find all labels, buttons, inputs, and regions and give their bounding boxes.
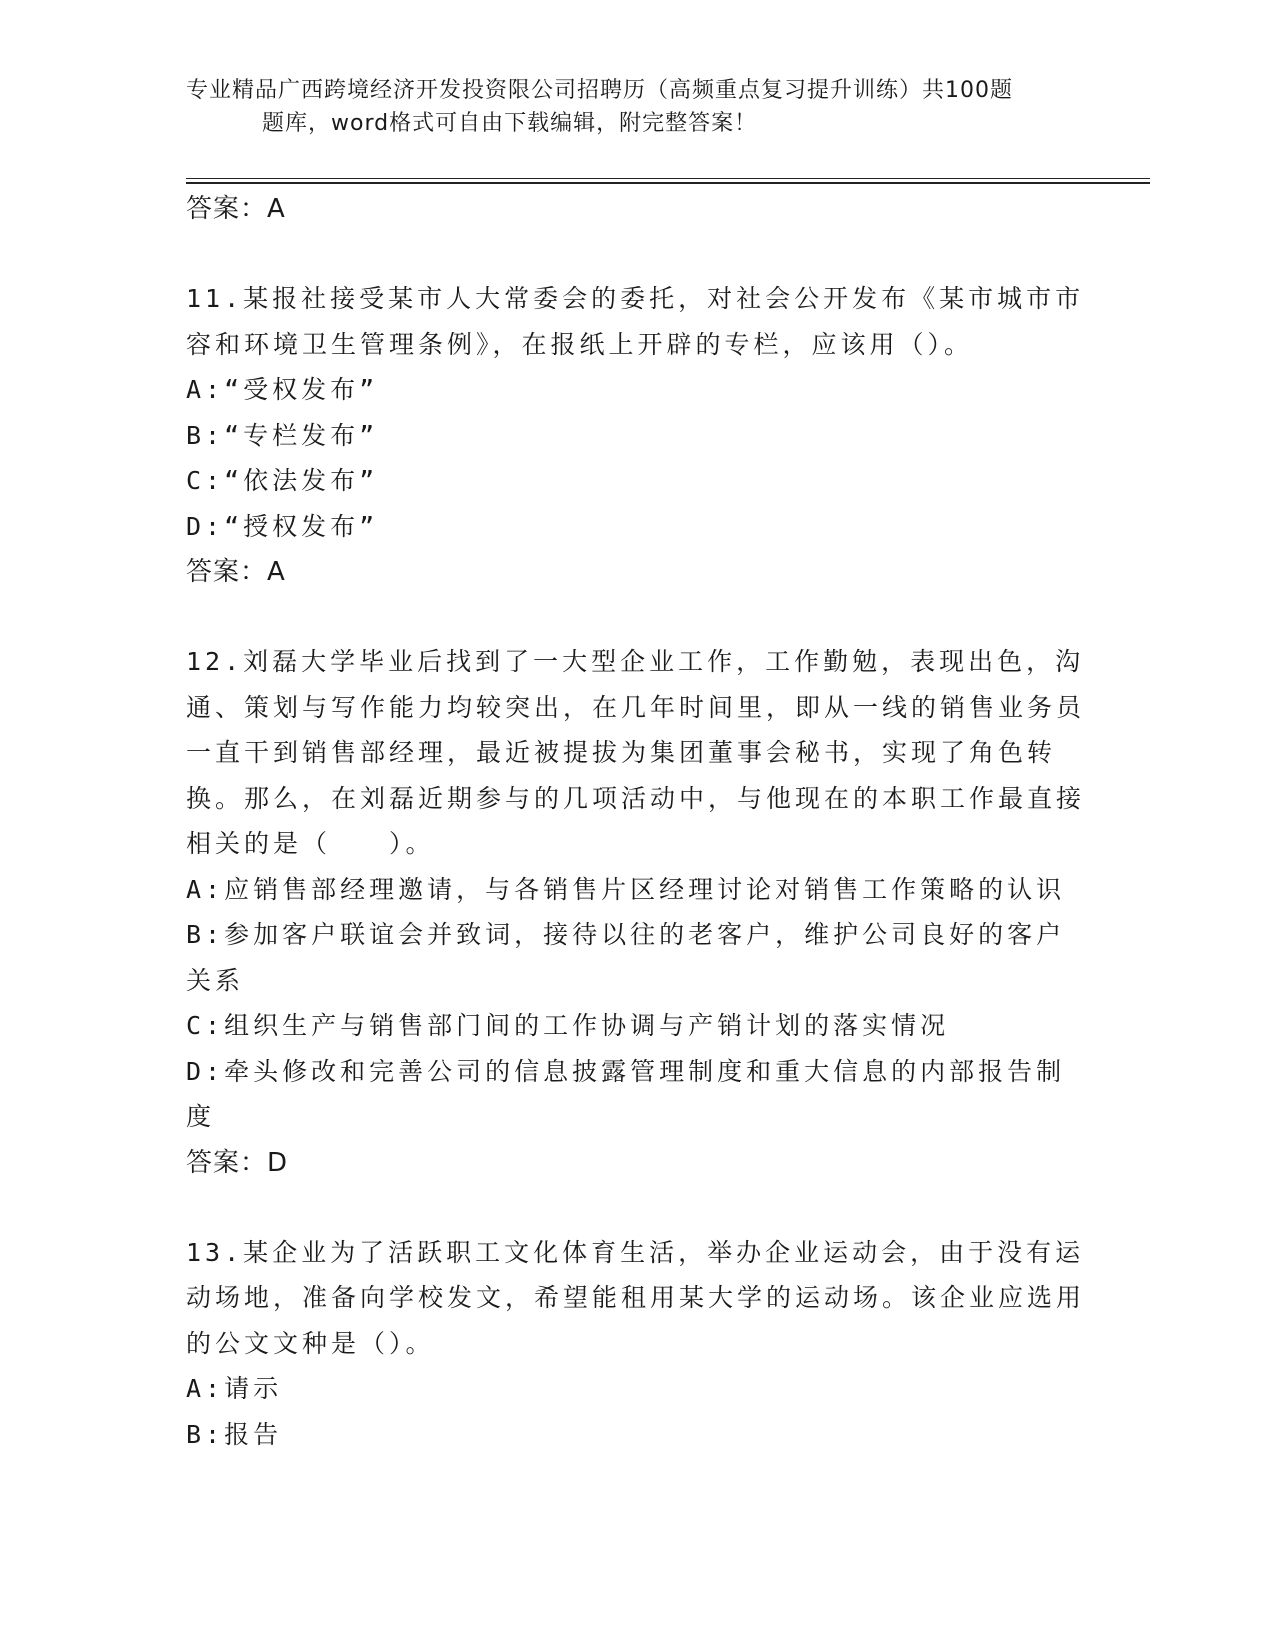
option-c: C:组织生产与销售部门间的工作协调与产销计划的落实情况	[186, 1011, 950, 1040]
question-block	[186, 276, 1086, 595]
option-d: D:“授权发布”	[186, 511, 379, 541]
header-line-1: 专业精品广西跨境经济开发投资限公司招聘历（高频重点复习提升训练）共100题	[186, 78, 1013, 103]
question-stem: 12.刘磊大学毕业后找到了一大型企业工作，工作勤勉，表现出色，沟通、策划与写作能力均较突出，在几年时间里，即从一线的销售业务员一直干到销售部经理，最近被提拔为集团董事会秘书，实现了角色转换。那么，在刘磊近期参与的几项活动中，与他现在的本职工作最直接相关的是（ ）。	[186, 647, 1086, 858]
option-a: A:请示	[186, 1374, 283, 1403]
header-line-2: 题库，word格式可自由下载编辑，附完整答案！	[262, 111, 758, 136]
question-block	[186, 639, 1086, 1186]
option-c: C:“依法发布”	[186, 466, 379, 495]
answer-line: 答案：D	[186, 1147, 289, 1178]
option-b: B:报告	[186, 1419, 283, 1449]
option-a: A:应销售部经理邀请，与各销售片区经理讨论对销售工作策略的认识	[186, 874, 1066, 904]
question-block	[186, 1230, 1086, 1458]
question-stem: 13.某企业为了活跃职工文化体育生活，举办企业运动会，由于没有运动场地，准备向学校发文，希望能租用某大学的运动场。该企业应选用的公文文种是（）。	[186, 1237, 1086, 1358]
option-a: A:“受权发布”	[186, 375, 379, 404]
header-rule-thick	[186, 182, 1150, 184]
question-stem: 11.某报社接受某市人大常委会的委托，对社会公开发布《某市城市市容和环境卫生管理条例》，在报纸上开辟的专栏，应该用（）。	[186, 284, 1085, 359]
header-rule-thin	[186, 178, 1150, 179]
option-d: D:牵头修改和完善公司的信息披露管理制度和重大信息的内部报告制度	[186, 1056, 1066, 1131]
question-content	[186, 186, 1086, 1457]
option-b: B:“专栏发布”	[186, 420, 379, 450]
option-b: B:参加客户联谊会并致词，接待以往的老客户，维护公司良好的客户关系	[186, 920, 1066, 995]
answer-line: 答案：A	[186, 194, 286, 224]
page-header	[186, 74, 1086, 140]
answer-line: 答案：A	[186, 557, 286, 587]
